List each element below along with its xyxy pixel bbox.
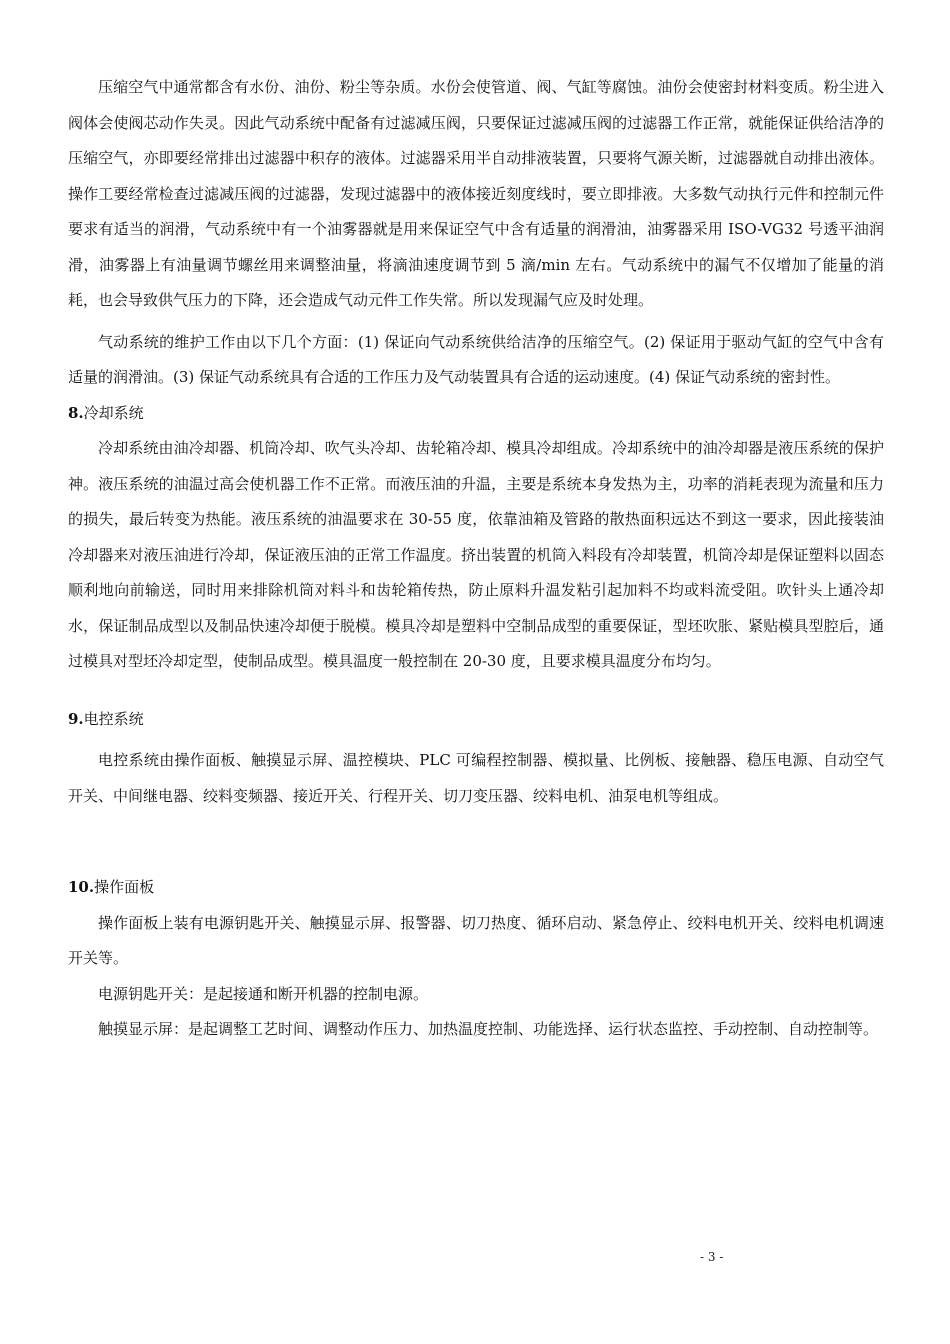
paragraph-electrical-system: 电控系统由操作面板、触摸显示屏、温控模块、PLC 可编程控制器、模拟量、比例板、接触器、稳压电源、自动空气开关、中间继电器、绞料变频器、接近开关、行程开关、切刀变压器、绞料电机、油泵电机等组成。 [68, 751, 884, 805]
section-title: 电控系统 [83, 709, 144, 728]
paragraph-cooling-system: 冷却系统由油冷却器、机筒冷却、吹气头冷却、齿轮箱冷却、模具冷却组成。冷却系统中的油冷却器是液压系统的保护神。液压系统的油温过高会使机器工作不正常。而液压油的升温，主要是系统本身发热为主，功率的消耗表现为流量和压力的损失，最后转变为热能。液压系统的油温要求在 30-55 度，依靠油箱及管路的散热面积远达不到这一要求，因此接装油冷却器来对液压油进行冷却，保证液压油的正常工作温度。挤出装置的机筒入料段有冷却装置，机筒冷却是保证塑料以固态顺利地向前输送，同时用来排除机筒对料斗和齿轮箱传热，防止原料升温发粘引起加料不均或料流受阻。吹针头上通冷却水，保证制品成型以及制品快速冷却便于脱模。模具冷却是塑料中空制品成型的重要保证，型坯吹胀、紧贴模具型腔后，通过模具对型坯冷却定型，使制品成型。模具温度一般控制在 20-30 度，且要求模具温度分布均匀。 [68, 439, 884, 670]
section-number: 10. [68, 878, 95, 896]
section-heading-operation-panel [68, 870, 884, 906]
section-number: 8. [68, 403, 84, 422]
paragraph-touch-screen: 触摸显示屏：是起调整工艺时间、调整动作压力、加热温度控制、功能选择、运行状态监控、手动控制、自动控制等。 [98, 1020, 879, 1038]
paragraph-pneumatic-maintenance: 气动系统的维护工作由以下几个方面：(1) 保证向气动系统供给洁净的压缩空气。(2) 保证用于驱动气缸的空气中含有适量的润滑油。(3) 保证气动系统具有合适的工作压力及气动装置具有合适的运动速度。(4) 保证气动系统的密封性。 [68, 332, 884, 386]
spacer [68, 814, 884, 870]
paragraph-power-key-switch: 电源钥匙开关：是起接通和断开机器的控制电源。 [98, 984, 429, 1003]
section-heading-cooling [68, 396, 884, 432]
page-number: - 3 - [700, 1250, 724, 1264]
section-title: 操作面板 [94, 878, 155, 896]
section-title: 冷却系统 [83, 403, 144, 422]
document-page [68, 70, 884, 1048]
paragraph-operation-panel: 操作面板上装有电源钥匙开关、触摸显示屏、报警器、切刀热度、循环启动、紧急停止、绞料电机开关、绞料电机调速开关等。 [68, 913, 884, 967]
section-heading-electrical [68, 702, 884, 738]
section-number: 9. [68, 709, 84, 728]
paragraph-compressed-air: 压缩空气中通常都含有水份、油份、粉尘等杂质。水份会使管道、阀、气缸等腐蚀。油份会使密封材料变质。粉尘进入阀体会使阀芯动作失灵。因此气动系统中配备有过滤减压阀，只要保证过滤减压阀的过滤器工作正常，就能保证供给洁净的压缩空气，亦即要经常排出过滤器中积存的液体。过滤器采用半自动排液装置，只要将气源关断，过滤器就自动排出液体。操作工要经常检查过滤减压阀的过滤器，发现过滤器中的液体接近刻度线时，要立即排液。大多数气动执行元件和控制元件要求有适当的润滑，气动系统中有一个油雾器就是用来保证空气中含有适量的润滑油，油雾器采用 ISO-VG32 号透平油润滑，油雾器上有油量调节螺丝用来调整油量，将滴油速度调节到 5 滴/min 左右。气动系统中的漏气不仅增加了能量的消耗，也会导致供气压力的下降，还会造成气动元件工作失常。所以发现漏气应及时处理。 [68, 78, 884, 309]
spacer [68, 680, 884, 702]
